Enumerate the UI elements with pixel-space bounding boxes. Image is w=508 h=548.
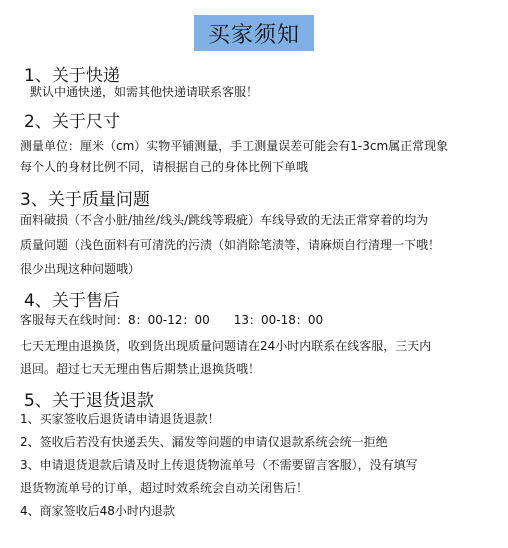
section-line: 质量问题（浅色面料有可清洗的污渍（如消除笔渍等，请麻烦自行清理一下哦！ [20,238,441,252]
section-line: 退回。超过七天无理由售后期禁止退换货哦！ [20,362,261,376]
section-heading-after-sales: 4、关于售后 [24,291,120,311]
section-heading-quality: 3、关于质量问题 [20,190,150,210]
section-line: 客服每天在线时间：8：00-12：00 13：00-18：00 [20,313,324,327]
section-line: 七天无理由退换货，收到货出现质量问题请在24小时内联系在线客服，三天内 [20,339,432,353]
page-title: 买家须知 [207,22,300,48]
section-line: 1、买家签收后退货请申请退货退款！ [20,412,220,426]
section-line: 退货物流单号的订单，超过时效系统会自动关闭售后！ [20,481,309,495]
section-heading-size: 2、关于尺寸 [24,112,120,132]
section-heading-shipping: 1、关于快递 [24,66,120,86]
title-banner [194,15,314,51]
section-line: 测量单位：厘米（cm）实物平铺测量，手工测量误差可能会有1-3cm属正常现象 [20,139,449,153]
section-line: 3、申请退货退款后请及时上传退货物流单号（不需要留言客服），没有填写 [20,458,418,472]
section-line: 2、签收后若没有快递丢失、漏发等问题的申请仅退款系统会统一拒绝 [20,435,388,449]
section-line: 面料破损（不含小脏/抽丝/线头/跳线等瑕疵）车线导致的无法正常穿着的均为 [20,213,429,227]
section-line: 每个人的身材比例不同，请根据自己的身体比例下单哦 [20,160,309,174]
section-line: 4、商家签收后48小时内退款 [20,504,175,518]
section-line: 很少出现这种问题哦） [20,262,141,276]
section-heading-returns: 5、关于退货退款 [24,391,154,411]
section-line: 默认中通快递，如需其他快递请联系客服！ [30,85,259,99]
